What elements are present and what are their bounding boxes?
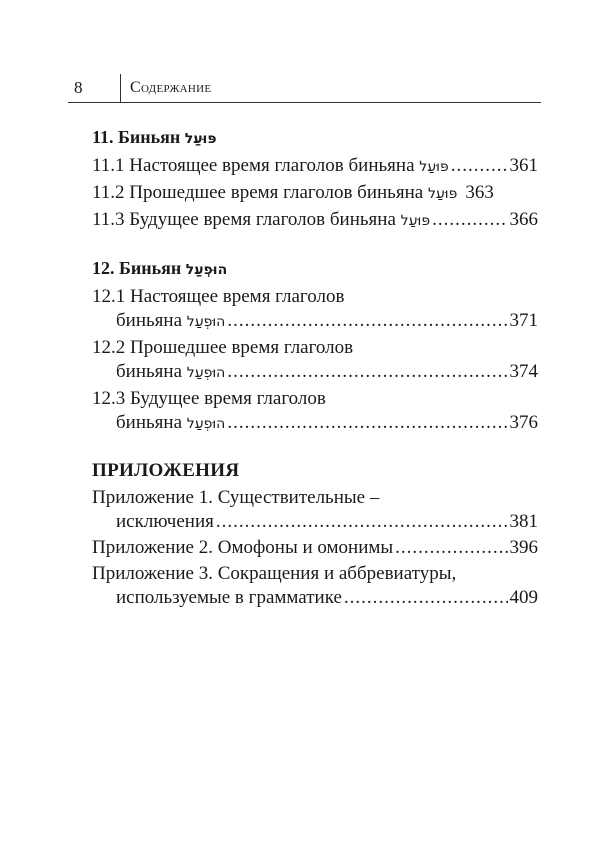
hebrew-binyan: פּוּעַל bbox=[184, 131, 217, 147]
page-ref: 363 bbox=[465, 182, 494, 203]
leader-dots bbox=[344, 586, 508, 610]
toc-entry[interactable]: Приложение 2. Омофоны и омонимы ..... 396 bbox=[92, 536, 538, 560]
toc-entry[interactable]: 11.3 Будущее время глаголов биньяна פּוּעַל ..... 366 bbox=[92, 208, 538, 233]
page-ref: 366 bbox=[509, 209, 538, 230]
leader-dots bbox=[227, 411, 507, 435]
toc-entry[interactable]: 12.2 Прошедшее время глаголов биньяна הוּפְעַל ..... 374 bbox=[92, 336, 538, 385]
section-title: 11. Биньян פּוּעַל bbox=[92, 127, 217, 147]
leader-dots bbox=[227, 309, 507, 333]
leader-dots bbox=[432, 208, 507, 232]
toc-entry[interactable]: 11.2 Прошедшее время глаголов биньяна פּוּעַל 363 bbox=[92, 182, 494, 203]
page-ref: 396 bbox=[509, 537, 538, 558]
page-ref: 381 bbox=[509, 511, 538, 532]
toc-entry[interactable]: 11.1 Настоящее время глаголов биньяна פּוּעַל ..... 361 bbox=[92, 154, 538, 179]
hebrew-binyan: פּוּעַל bbox=[427, 186, 458, 202]
page-ref: 374 bbox=[509, 361, 538, 382]
running-head bbox=[68, 78, 541, 103]
hebrew-binyan: הוּפְעַל bbox=[185, 262, 228, 278]
running-title: Содержание bbox=[130, 79, 212, 96]
table-of-contents bbox=[92, 124, 538, 632]
hebrew-binyan: הוּפְעַל bbox=[186, 365, 226, 381]
hebrew-binyan: הוּפְעַל bbox=[186, 416, 226, 432]
hebrew-binyan: הוּפְעַל bbox=[186, 314, 226, 330]
header-separator bbox=[120, 74, 121, 102]
toc-section-11 bbox=[92, 124, 538, 233]
toc-section-12 bbox=[92, 255, 538, 436]
section-title: ПРИЛОЖЕНИЯ bbox=[92, 460, 240, 481]
page-ref: 361 bbox=[509, 155, 538, 176]
page-ref: 376 bbox=[509, 412, 538, 433]
toc-entry[interactable]: Приложение 1. Существительные – исключения ..... 381 bbox=[92, 486, 538, 534]
leader-dots bbox=[395, 536, 507, 560]
toc-entry[interactable]: Приложение 3. Сокращения и аббревиатуры, используемые в грамматике ..... 409 bbox=[92, 562, 538, 610]
page-ref: 371 bbox=[509, 310, 538, 331]
hebrew-binyan: פּוּעַל bbox=[419, 159, 449, 175]
section-title: 12. Биньян הוּפְעַל bbox=[92, 258, 228, 278]
page-number: 8 bbox=[74, 78, 83, 97]
leader-dots bbox=[451, 154, 508, 178]
page-ref: 409 bbox=[509, 587, 538, 608]
leader-dots bbox=[227, 360, 507, 384]
toc-section-appendix bbox=[92, 458, 538, 610]
toc-entry[interactable]: 12.1 Настоящее время глаголов биньяна הוּפְעַל ..... 371 bbox=[92, 285, 538, 334]
leader-dots bbox=[216, 510, 508, 534]
hebrew-binyan: פּוּעַל bbox=[400, 213, 431, 229]
toc-entry[interactable]: 12.3 Будущее время глаголов биньяна הוּפְעַל ..... 376 bbox=[92, 387, 538, 436]
